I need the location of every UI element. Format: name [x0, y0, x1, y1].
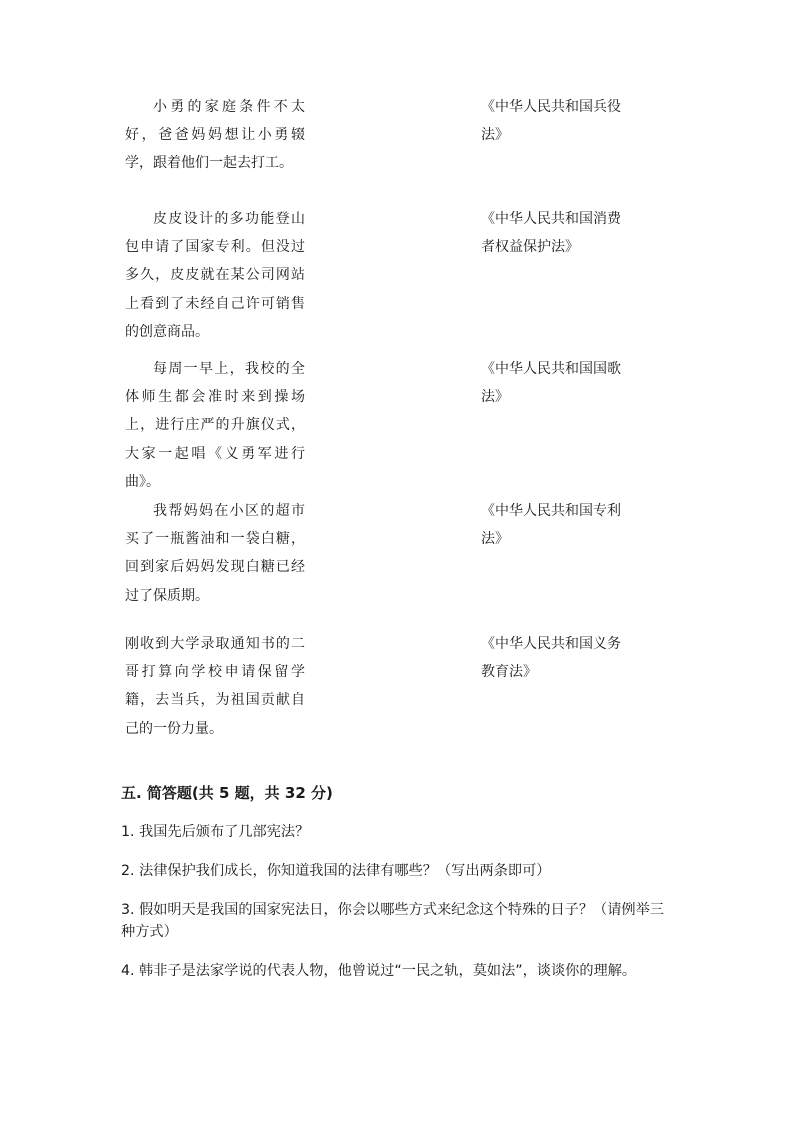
- case-description: 刚收到大学录取通知书的二哥打算向学校申请保留学籍，去当兵，为祖国贡献自己的一份力量。: [125, 636, 305, 737]
- question-3: 3. 假如明天是我国的国家宪法日，你会以哪些方式来纪念这个特殊的日子？（请例举三种方式）: [121, 902, 664, 940]
- law-name: 《中华人民共和国国歌法》: [481, 361, 621, 406]
- question-4: 4. 韩非子是法家学说的代表人物，他曾说过“一民之轨，莫如法”，谈谈你的理解。: [121, 963, 637, 979]
- case-description: 每周一早上，我校的全体师生都会准时来到操场上，进行庄严的升旗仪式，大家一起唱《义勇军进行曲》。: [125, 361, 305, 490]
- question-1: 1. 我国先后颁布了几部宪法？: [121, 824, 310, 840]
- case-description: 皮皮设计的多功能登山包申请了国家专利。但没过多久，皮皮就在某公司网站上看到了未经自己许可销售的创意商品。: [125, 211, 305, 340]
- law-name: 《中华人民共和国专利法》: [481, 503, 621, 548]
- case-description: 我帮妈妈在小区的超市买了一瓶酱油和一袋白糖，回到家后妈妈发现白糖已经过了保质期。: [125, 503, 305, 604]
- law-name: 《中华人民共和国消费者权益保护法》: [481, 211, 621, 256]
- question-2: 2. 法律保护我们成长，你知道我国的法律有哪些？（写出两条即可）: [121, 863, 551, 879]
- section-heading: 五. 简答题(共 5 题，共 32 分): [121, 784, 333, 802]
- law-name: 《中华人民共和国兵役法》: [481, 99, 621, 144]
- case-description: 小勇的家庭条件不太好，爸爸妈妈想让小勇辍学，跟着他们一起去打工。: [125, 99, 305, 172]
- law-name: 《中华人民共和国义务教育法》: [481, 636, 621, 681]
